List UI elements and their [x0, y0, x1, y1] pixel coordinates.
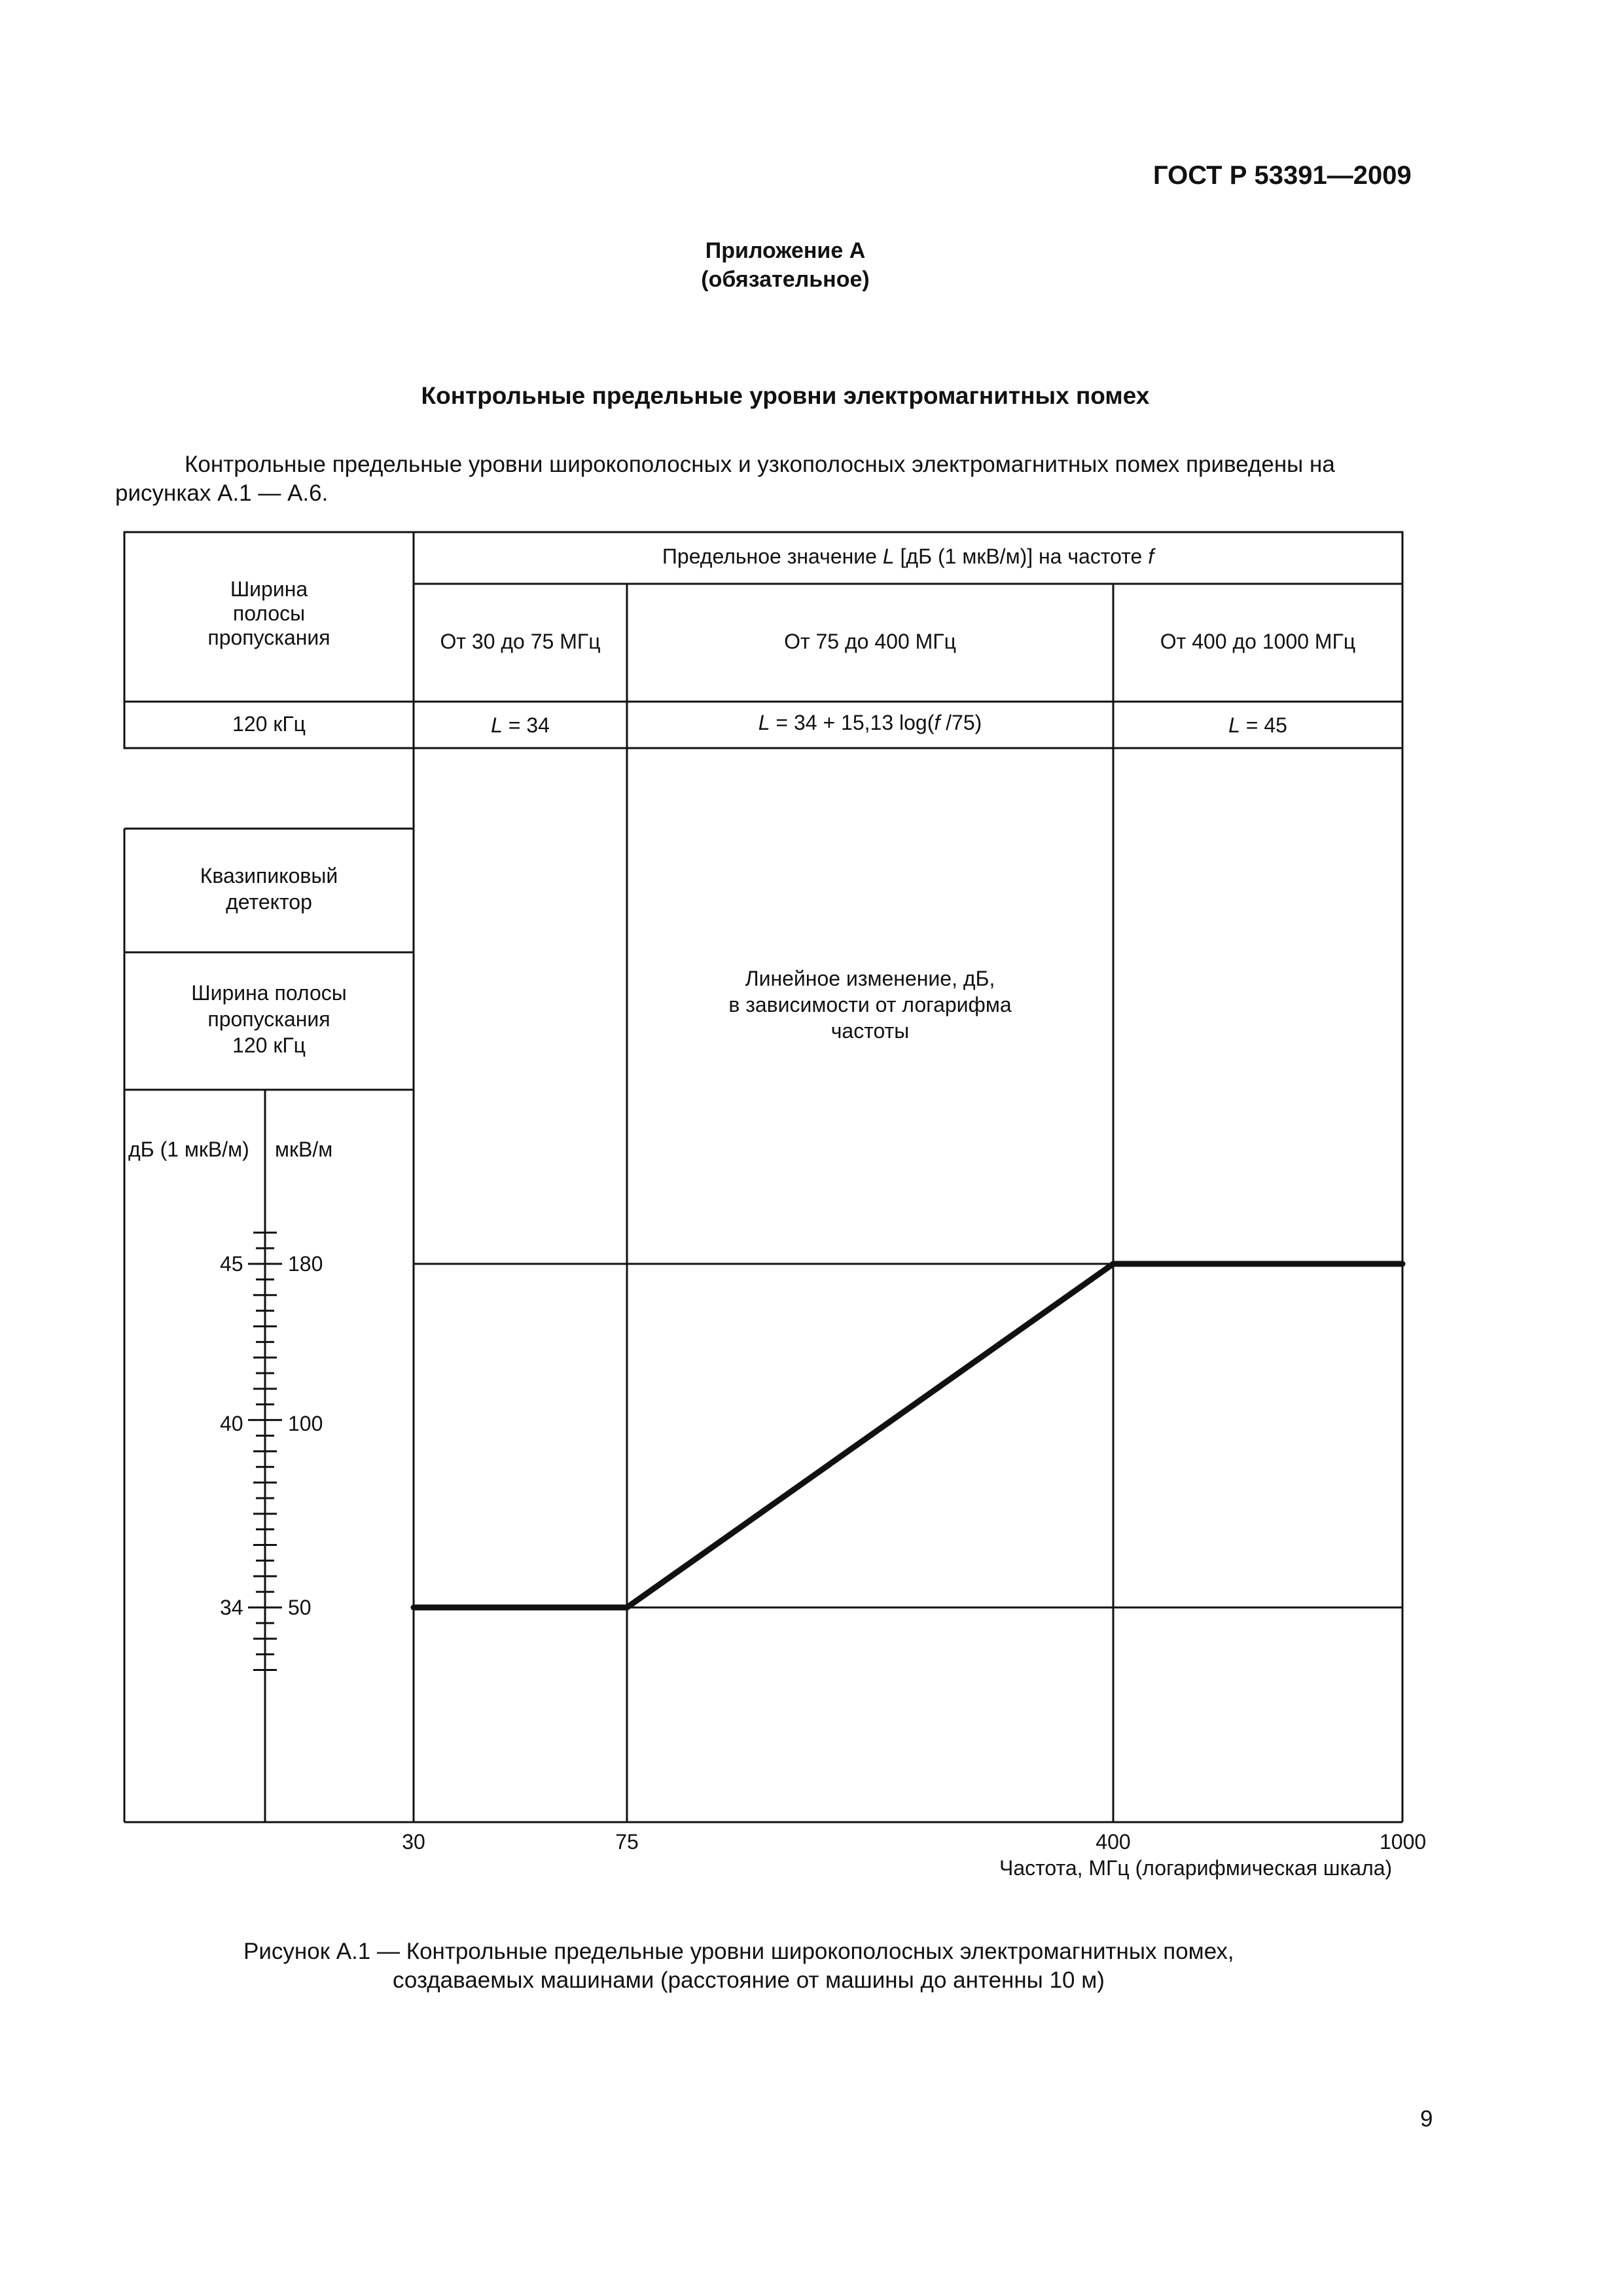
annex-status: (обязательное) — [701, 267, 870, 292]
bandwidth-header: Ширина полосы пропускания — [207, 577, 330, 649]
unit-db-label: дБ (1 мкВ/м) — [128, 1138, 249, 1161]
formula-1-var: L — [491, 713, 503, 737]
annex-title: Приложение А — [705, 238, 866, 263]
formula-2-expr: = 34 + 15,13 log( — [770, 711, 935, 734]
range-3: От 400 до 1000 МГц — [1160, 630, 1356, 653]
formula-2 — [627, 711, 1113, 735]
formula-3-expr: = 45 — [1240, 713, 1287, 737]
y-tick-uv-180: 180 — [288, 1252, 323, 1276]
x-tick-400: 400 — [1096, 1830, 1131, 1854]
intro-line-2: рисунках А.1 — А.6. — [115, 480, 329, 506]
formula-1 — [414, 713, 627, 738]
caption-line-2: создаваемых машинами (расстояние от машины до антенны 10 м) — [393, 1967, 1105, 1993]
intro-line-1: Контрольные предельные уровни широкополосных и узкополосных электромагнитных помех приведены на — [185, 452, 1335, 477]
range-2: От 75 до 400 МГц — [784, 630, 956, 653]
limit-header-var: L — [882, 545, 895, 568]
limit-header-var2: f — [1148, 545, 1154, 568]
unit-uv-label: мкВ/м — [275, 1138, 333, 1161]
x-tick-30: 30 — [402, 1830, 425, 1854]
limit-line-series — [414, 1264, 1402, 1607]
y-tick-db-40: 40 — [220, 1412, 243, 1435]
limit-line-segment-2 — [627, 1264, 1113, 1607]
x-axis-label: Частота, МГц (логарифмическая шкала) — [999, 1856, 1393, 1880]
section-title: Контрольные предельные уровни электромагнитных помех — [421, 382, 1150, 409]
formula-3-var: L — [1228, 713, 1240, 737]
limit-header-mid: [дБ (1 мкВ/м)] на частоте — [894, 545, 1149, 568]
limit-header-prefix: Предельное значение — [662, 545, 883, 568]
formula-2-tail: /75) — [940, 711, 982, 734]
y-tick-db-34: 34 — [220, 1596, 243, 1619]
y-tick-db-45: 45 — [220, 1252, 243, 1276]
x-tick-1000: 1000 — [1380, 1830, 1427, 1854]
annotation-text: Линейное изменение, дБ, в зависимости от логарифма частоты — [728, 967, 1012, 1043]
y-tick-uv-50: 50 — [288, 1596, 312, 1619]
doc-number: ГОСТ Р 53391—2009 — [1153, 161, 1412, 190]
y-tick-uv-100: 100 — [288, 1412, 323, 1435]
bandwidth-value: 120 кГц — [232, 712, 306, 736]
formula-3 — [1113, 713, 1402, 738]
formula-2-var: L — [758, 711, 770, 734]
formula-2-var2: f — [934, 711, 940, 734]
detector-label: Квазипиковый детектор — [200, 864, 338, 914]
page-number: 9 — [1420, 2106, 1433, 2132]
x-tick-75: 75 — [615, 1830, 639, 1854]
limit-header — [414, 545, 1402, 569]
caption-line-1: Рисунок А.1 — Контрольные предельные уровни широкополосных электромагнитных помех, — [243, 1939, 1234, 1964]
formula-1-expr: = 34 — [502, 713, 550, 737]
figure-bandwidth-label: Ширина полосы пропускания 120 кГц — [191, 981, 347, 1057]
range-1: От 30 до 75 МГц — [440, 630, 601, 653]
